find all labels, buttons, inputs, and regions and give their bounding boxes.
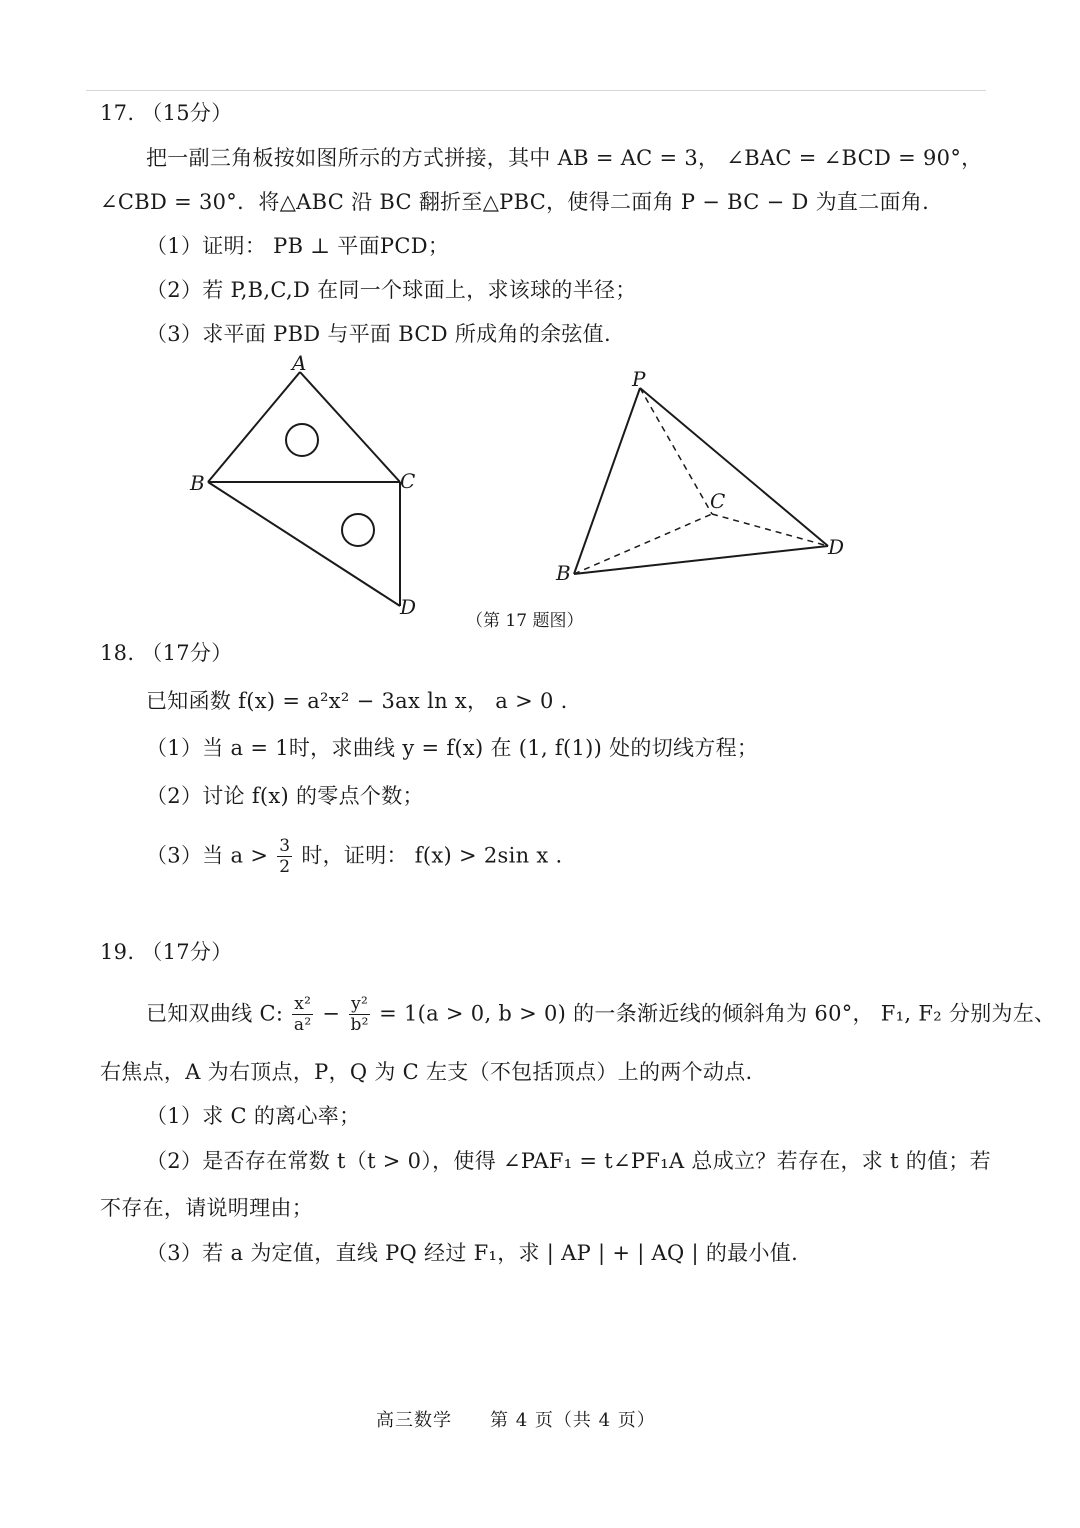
q19-frac1-numerator: x² xyxy=(294,994,312,1014)
q17-figure-caption: （第 17 题图） xyxy=(466,611,584,631)
q17-number: 17. xyxy=(100,101,135,125)
edge-bc xyxy=(574,514,712,574)
label-c: C xyxy=(400,469,416,493)
q19-fraction-x xyxy=(292,996,313,1034)
q19-frac1-denominator: a² xyxy=(293,1015,312,1035)
q18-score: （17分） xyxy=(141,641,233,665)
label-b: B xyxy=(190,471,205,495)
q19-score: （17分） xyxy=(141,940,233,964)
edge-ac xyxy=(300,372,400,482)
q19-intro-suffix: = 1(a > 0, b > 0) 的一条渐近线的倾斜角为 60°， F₁, F₂ 分别为左、 xyxy=(379,1001,1056,1026)
top-rule xyxy=(86,90,986,91)
edge-bd xyxy=(574,546,828,574)
q19-part2-line1: （2）是否存在常数 t（t > 0），使得 ∠PAF₁ = t∠PF₁A 总成立？若存在，求 t 的值；若 xyxy=(146,1149,991,1173)
q19-intro-prefix: 已知双曲线 C: xyxy=(146,1001,284,1026)
q19-intro-line1 xyxy=(146,996,1055,1034)
edge-bd xyxy=(208,482,400,606)
hole-lower xyxy=(342,514,374,546)
label-p: P xyxy=(632,367,646,391)
label-a: A xyxy=(292,351,307,375)
label-d: D xyxy=(400,595,417,619)
q17-figure-left xyxy=(180,350,440,620)
q17-intro-line1: 把一副三角板按如图所示的方式拼接，其中 AB = AC = 3， ∠BAC = ∠BCD = 90°， xyxy=(146,146,983,170)
q19-frac2-numerator: y² xyxy=(351,994,369,1014)
q19-part1: （1）求 C 的离心率； xyxy=(146,1104,361,1128)
q18-number: 18. xyxy=(100,641,135,665)
q17-header xyxy=(100,98,233,128)
edge-cd xyxy=(712,514,828,546)
q18-frac-denominator: 2 xyxy=(279,857,291,877)
page-footer: 高三数学 第 4 页（共 4 页） xyxy=(376,1410,656,1431)
q18-intro: 已知函数 f(x) = a²x² − 3ax ln x， a > 0 . xyxy=(146,689,568,713)
edge-ab xyxy=(208,372,300,482)
q18-frac-numerator: 3 xyxy=(279,836,291,856)
q19-part2-line2: 不存在，请说明理由； xyxy=(100,1196,313,1220)
q17-figure-right xyxy=(552,366,862,588)
q18-part3-fraction xyxy=(277,838,292,876)
q19-frac2-denominator: b² xyxy=(350,1015,369,1035)
q18-header xyxy=(100,638,233,668)
q18-part2: （2）讨论 f(x) 的零点个数； xyxy=(146,784,424,808)
edge-pb xyxy=(574,388,640,574)
q18-part1: （1）当 a = 1时，求曲线 y = f(x) 在 (1, f(1)) 处的切线方程； xyxy=(146,736,759,760)
hole-upper xyxy=(286,424,318,456)
q19-number: 19. xyxy=(100,940,135,964)
label-c: C xyxy=(710,489,726,513)
edge-pd xyxy=(640,388,828,546)
edge-pc xyxy=(640,388,712,514)
label-b: B xyxy=(556,561,571,585)
q19-header xyxy=(100,937,233,967)
q17-part2: （2）若 P,B,C,D 在同一个球面上，求该球的半径； xyxy=(146,278,637,302)
q17-intro-line2: ∠CBD = 30°．将△ABC 沿 BC 翻折至△PBC，使得二面角 P − BC − D 为直二面角. xyxy=(100,190,930,214)
q18-part3 xyxy=(146,838,563,876)
label-d: D xyxy=(828,535,845,559)
q18-part3-prefix: （3）当 a > xyxy=(146,843,269,868)
q19-fraction-y xyxy=(349,996,370,1034)
q17-score: （15分） xyxy=(141,101,233,125)
q18-part3-suffix: 时，证明： f(x) > 2sin x . xyxy=(301,843,563,868)
q19-part3: （3）若 a 为定值，直线 PQ 经过 F₁，求 | AP | + | AQ | 的最小值. xyxy=(146,1241,799,1265)
q17-part3: （3）求平面 PBD 与平面 BCD 所成角的余弦值. xyxy=(146,322,611,346)
q17-part1: （1）证明： PB ⊥ 平面PCD； xyxy=(146,234,450,258)
q19-intro-line2: 右焦点，A 为右顶点，P，Q 为 C 左支（不包括顶点）上的两个动点. xyxy=(100,1060,753,1084)
q19-minus: − xyxy=(322,1001,341,1026)
